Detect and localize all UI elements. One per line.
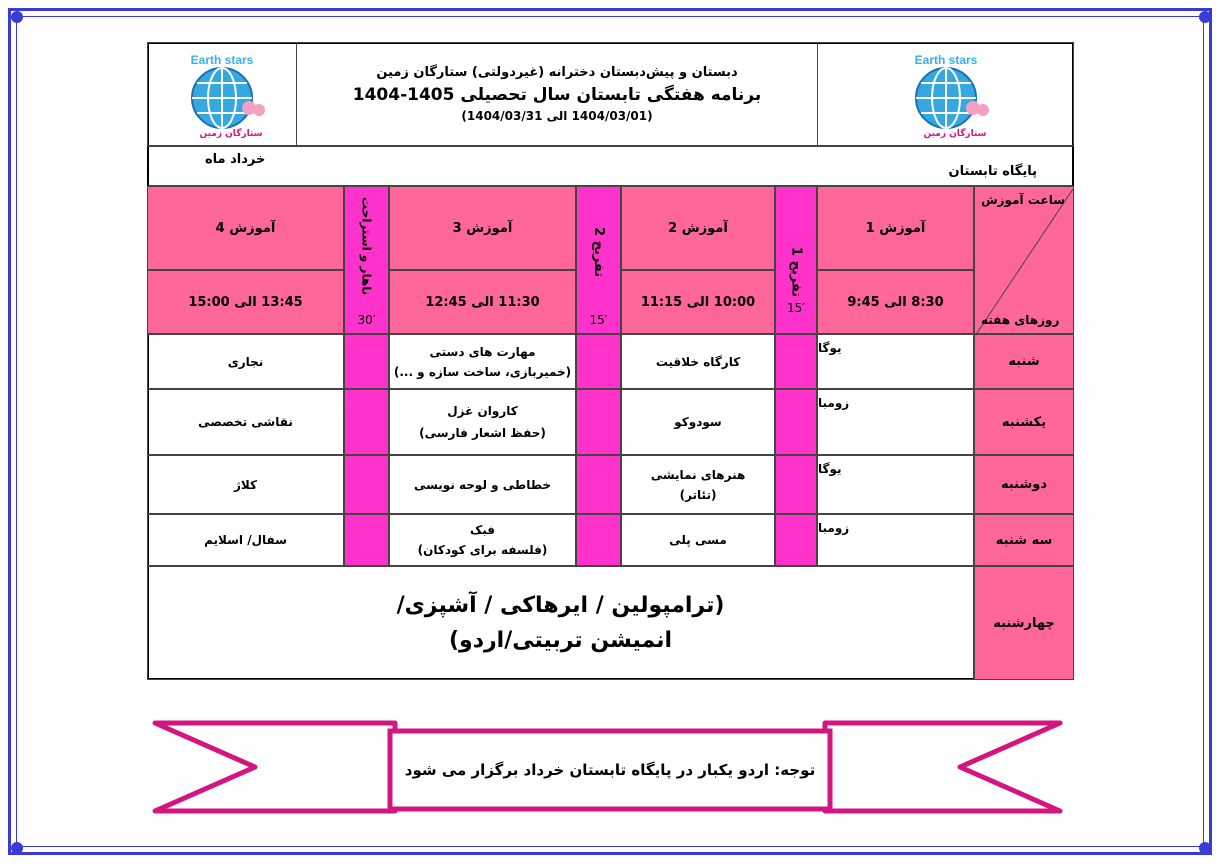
- lunch-break-duration: 30′: [357, 313, 376, 327]
- day-monday: دوشنبه: [974, 455, 1074, 514]
- row-0-session-3-title: مهارت های دستی: [429, 344, 536, 359]
- time-axis-label: ساعت آموزش: [981, 193, 1065, 207]
- frame-corner-dot: [1199, 842, 1211, 854]
- break-1-fill: [775, 514, 817, 566]
- frame-corner-dot: [1199, 11, 1211, 23]
- break-1-fill: [775, 334, 817, 389]
- note-text: توجه: اردو یکبار در پایگاه تابستان خرداد برگزار می شود: [404, 761, 816, 779]
- logo-left-cell: [147, 42, 297, 146]
- break-2-fill: [576, 389, 621, 455]
- row-2-session-2-detail: (تئاتر): [679, 487, 717, 502]
- row-1-session-3: [389, 389, 576, 455]
- row-2-session-3: خطاطی و لوحه نویسی: [389, 455, 576, 514]
- break-1-fill: [775, 455, 817, 514]
- session-1-title: آموزش 1: [817, 186, 974, 270]
- row-1-session-4: نقاشی تخصصی: [147, 389, 344, 455]
- session-3-time: 11:30 الی 12:45: [389, 270, 576, 334]
- wednesday-line-1: (ترامپولین / ایرهاکی / آشپزی/: [396, 593, 725, 618]
- row-2-session-2-title: هنرهای نمایشی: [650, 467, 746, 482]
- session-1-time: 8:30 الی 9:45: [817, 270, 974, 334]
- day-tuesday: سه شنبه: [974, 514, 1074, 566]
- svg-text:ستارگان زمین: ستارگان زمین: [199, 129, 263, 139]
- frame-corner-dot: [11, 11, 23, 23]
- session-4-time: 13:45 الی 15:00: [147, 270, 344, 334]
- lunch-fill: [344, 514, 389, 566]
- days-axis-label: روزهای هفته: [981, 313, 1060, 327]
- lunch-break-cell: [344, 186, 389, 334]
- subheader-row: [147, 146, 1074, 186]
- logo-right-cell: [817, 42, 1074, 146]
- lunch-break-title: ناهار و استراحت: [359, 197, 374, 296]
- level-label: پایگاه تابستان: [948, 164, 1037, 179]
- lunch-fill: [344, 334, 389, 389]
- break-2-fill: [576, 455, 621, 514]
- lunch-fill: [344, 455, 389, 514]
- header-title-cell: [296, 42, 818, 146]
- session-3-title: آموزش 3: [389, 186, 576, 270]
- row-2-session-2: [621, 455, 775, 514]
- break-2-fill: [576, 514, 621, 566]
- row-0-session-2: کارگاه خلاقیت: [621, 334, 775, 389]
- break-2-fill: [576, 334, 621, 389]
- month-label: خرداد ماه: [205, 152, 266, 167]
- row-3-session-3-detail: (فلسفه برای کودکان): [417, 543, 548, 557]
- svg-text:Earth stars: Earth stars: [914, 53, 977, 67]
- row-0-session-1: یوگا: [817, 334, 974, 389]
- break-1-title: تفریح 1: [788, 247, 804, 298]
- row-0-session-3-detail: (خمیربازی، ساخت سازه و ...): [393, 364, 572, 379]
- row-0-session-4: نجاری: [147, 334, 344, 389]
- break-1-fill: [775, 389, 817, 455]
- school-name: دبستان و پیش‌دبستان دخترانه (غیردولتی) ستارگان زمین: [376, 65, 738, 80]
- corner-header-cell: [974, 186, 1074, 334]
- break-2-duration: 15′: [589, 313, 608, 327]
- day-sunday: یکشنبه: [974, 389, 1074, 455]
- school-logo-icon: [891, 48, 1001, 140]
- day-wednesday: چهارشنبه: [974, 566, 1074, 680]
- row-3-session-4: سفال/ اسلایم: [147, 514, 344, 566]
- lunch-fill: [344, 389, 389, 455]
- wednesday-activities: [147, 566, 974, 680]
- date-range: (1404/03/01 الی 1404/03/31): [461, 109, 653, 123]
- row-3-session-1: زومبا: [817, 514, 974, 566]
- program-title: برنامه هفتگی تابستان سال تحصیلی 1405-1404: [352, 85, 762, 105]
- row-3-session-3-title: فبک: [469, 523, 496, 537]
- row-1-session-2: سودوکو: [621, 389, 775, 455]
- frame-corner-dot: [11, 842, 23, 854]
- break-2-title: تفریح 2: [591, 227, 606, 278]
- row-2-session-4: کلاژ: [147, 455, 344, 514]
- session-4-title: آموزش 4: [147, 186, 344, 270]
- row-0-session-3: [389, 334, 576, 389]
- break-1-duration: 15′: [787, 301, 805, 315]
- row-2-session-1: یوگا: [817, 455, 974, 514]
- school-logo-icon: [167, 48, 277, 140]
- row-1-session-1: زومبا: [817, 389, 974, 455]
- session-2-time: 10:00 الی 11:15: [621, 270, 775, 334]
- break-1-cell: [775, 186, 817, 334]
- session-2-title: آموزش 2: [621, 186, 775, 270]
- row-3-session-2: مسی پلی: [621, 514, 775, 566]
- break-2-cell: [576, 186, 621, 334]
- row-1-session-3-detail: (حفظ اشعار فارسی): [419, 426, 546, 440]
- svg-text:Earth stars: Earth stars: [190, 53, 254, 67]
- day-saturday: شنبه: [974, 334, 1074, 389]
- row-3-session-3: [389, 514, 576, 566]
- wednesday-line-2: انمیشن تربیتی/اردو): [448, 628, 673, 653]
- svg-text:ستارگان زمین: ستارگان زمین: [922, 129, 987, 139]
- row-1-session-3-title: کاروان غزل: [447, 404, 518, 418]
